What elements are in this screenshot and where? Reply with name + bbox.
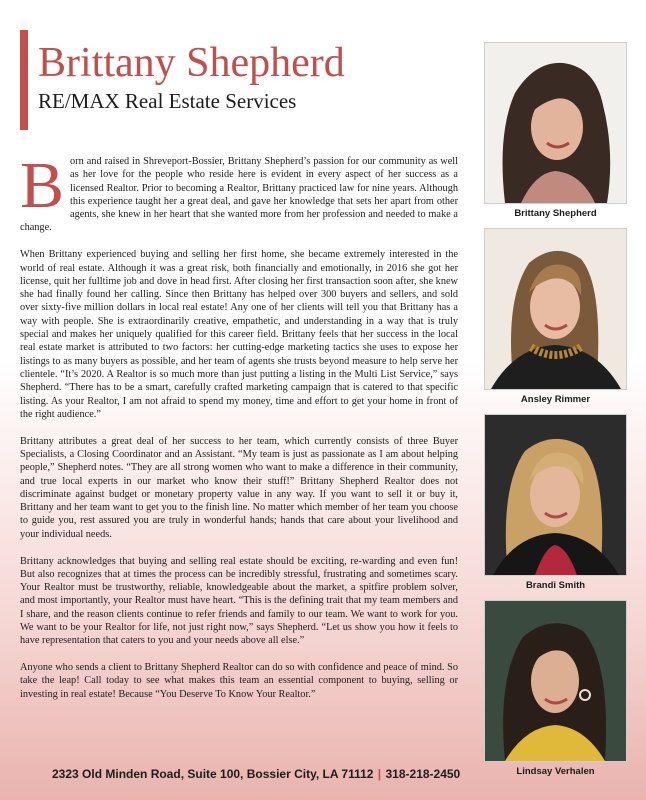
article-paragraph	[20, 149, 458, 235]
paragraph-text: orn and raised in Shreveport-Bossier, Brittany Shepherd’s passion for our community as well as her love for the people who reside here is evident in every aspect of her success as a licensed Realtor. Prior to becoming a Realtor, Brittany practiced law for nine years. Although this experience taught her a great deal, and gave her knowledge that sets her apart from other agents, she knew in her heart that she wanted more from her profession and needed to make a change.	[20, 156, 458, 234]
portrait-photo	[484, 600, 627, 762]
article-paragraph: Brittany acknowledges that buying and selling real estate should be exciting, re-warding and even fun! But also recognizes that at times the process can be incredibly stressful, frustrating and sometimes scary. Your Realtor must be trustworthy, reliable, knowledgeable about the market, a spitfire problem solver, and most importantly, your Realtor must have heart. “This is the defining trait that my team members and I share, and the reason clients continue to refer friends and family to our team. We want to work for you. We want to be your Realtor for life, not just right now,” says Shepherd. “Let us show you how it feels to have representation that caters to you and your needs above all else.”	[20, 555, 458, 647]
article-body	[20, 149, 458, 714]
team-card	[484, 228, 627, 406]
phone-number: 318-218-2450	[385, 767, 461, 781]
company-subtitle: RE/MAX Real Estate Services	[38, 89, 297, 113]
portrait-photo	[484, 414, 627, 576]
footer-contact	[52, 767, 460, 781]
drop-cap: B	[20, 149, 65, 222]
accent-bar	[20, 30, 28, 130]
portrait-photo	[484, 42, 627, 204]
separator: |	[377, 767, 382, 781]
team-member-name: Lindsay Verhalen	[516, 766, 595, 777]
article-paragraph: Anyone who sends a client to Brittany Shepherd Realtor can do so with confidence and peace of mind. So take the leap! Call today to see what makes this team an essential component to buying, selling or investing in real estate! Because “You Deserve To Know Your Realtor.”	[20, 662, 458, 700]
team-card	[484, 42, 627, 220]
address: 2323 Old Minden Road, Suite 100, Bossier City, LA 71112	[52, 767, 374, 781]
article-paragraph: When Brittany experienced buying and selling her first home, she became extremely interested in the world of real estate. Although it was a great risk, both financially and emotionally, in 2016 she got her license, quit her fulltime job and dove in head first. After closing her first transaction soon after, she knew she had finally found her calling. Since then Brittany has helped over 300 buyers and sellers, and sold over sixty-five million dollars in local real estate! Any one of her clients will tell you that Brittany has a way with people. She is extraordinarily creative, empathetic, and understanding in a way that is truly special and makes her uniquely qualified for this career field. Brittany feels that her success in the local real estate market is attributed to two factors: her cutting-edge marketing tactics she uses to expose her listings to as many buyers as possible, and her team of agents she trusts beyond measure to help serve her clientele. “It’s 2020. A Realtor is so much more than just putting a listing in the Multi List Service,” says Shepherd. “There has to be a smart, carefully crafted marketing campaign that is catered to that specific listing. As your Realtor, I am not afraid to spend my money, time and effort to get your home in front of the right audience.”	[20, 249, 458, 420]
article-paragraph: Brittany attributes a great deal of her success to her team, which currently consists of three Buyer Specialists, a Closing Coordinator and an Assistant. “My team is just as passionate as I am about helping people,” Shepherd notes. “They are all strong women who want to make a difference in their community, and true local experts in our market who know their stuff!” Brittany Shepherd Realtor does not discriminate against budget or monetary property value in any way. If you want to sell it or buy it, Brittany and her team want to get you to the finish line. No matter which member of her team you choose to guide you, rest assured you are truly in wonderful hands; hands that care about your livelihood and your individual needs.	[20, 435, 458, 540]
team-member-name: Brittany Shepherd	[514, 208, 597, 219]
team-photo-column	[484, 42, 627, 786]
portrait-photo	[484, 228, 627, 390]
team-member-name: Brandi Smith	[525, 580, 586, 591]
team-card	[484, 600, 627, 778]
team-card	[484, 414, 627, 592]
page-title: Brittany Shepherd	[38, 40, 345, 86]
team-member-name: Ansley Rimmer	[520, 394, 591, 405]
